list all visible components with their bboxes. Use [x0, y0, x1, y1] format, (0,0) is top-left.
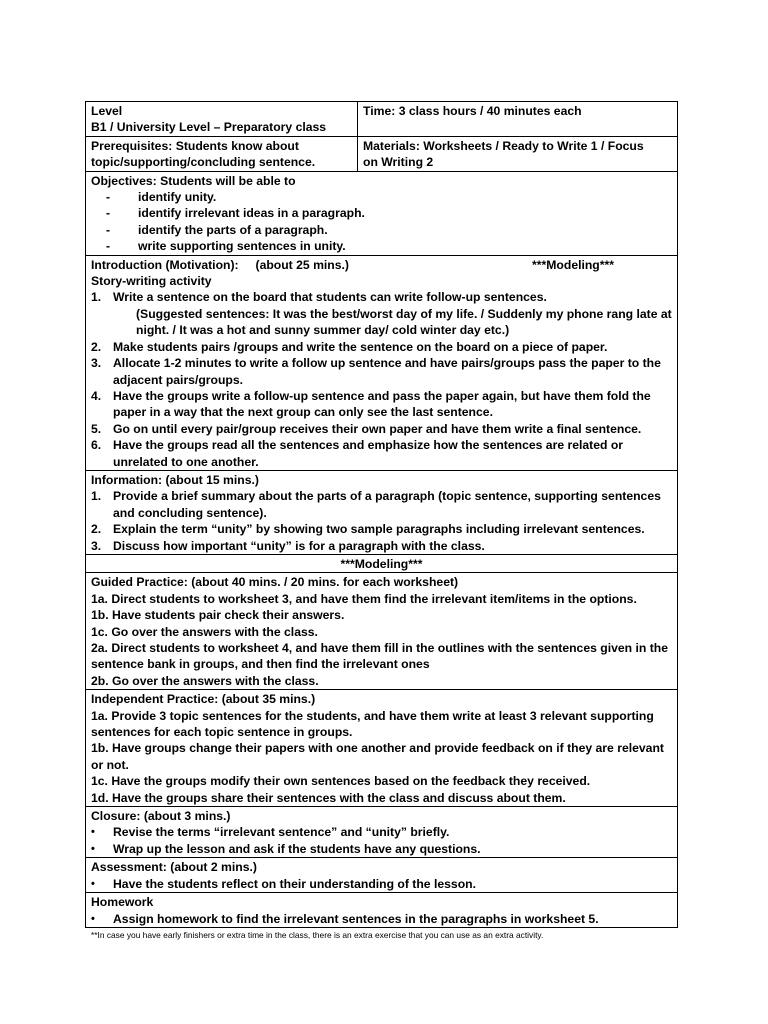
independent-practice-row — [86, 690, 678, 807]
closure-row — [86, 807, 678, 858]
closure-heading: Closure: (about 3 mins.) — [91, 809, 231, 824]
prereq-materials-row — [86, 136, 678, 171]
homework-heading: Homework — [91, 895, 154, 910]
level-label: Level — [91, 104, 123, 118]
closure-cell — [86, 807, 678, 858]
introduction-item: 6. Have the groups read all the sentences and emphasize how the sentences are related or unrelated to one another. — [91, 438, 624, 469]
closure-item: • Wrap up the lesson and ask if the students have any questions. — [91, 841, 481, 856]
information-cell — [86, 470, 678, 554]
guided-practice-item: 1a. Direct students to worksheet 3, and have them find the irrelevant item/items in the options. — [91, 591, 637, 606]
guided-practice-item: 2a. Direct students to worksheet 4, and have them fill in the outlines with the sentences given in the sentence bank in groups, and then find the irrelevant ones — [91, 641, 668, 672]
assessment-cell — [86, 858, 678, 893]
assessment-heading: Assessment: (about 2 mins.) — [91, 860, 257, 875]
objectives-list — [91, 189, 672, 255]
introduction-row — [86, 255, 678, 470]
footnote: **In case you have early finishers or extra time in the class, there is an extra exercise that you can use as an extra activity. — [91, 929, 544, 940]
objective-item: - write supporting sentences in unity. — [106, 239, 346, 254]
independent-practice-item: 1a. Provide 3 topic sentences for the students, and have them write at least 3 relevant supporting sentences for each topic sentence in groups. — [91, 708, 654, 740]
objective-item: - identify the parts of a paragraph. — [106, 222, 328, 237]
materials-value-b: on Writing 2 — [363, 155, 434, 170]
objectives-lead: Students will be able to — [160, 173, 296, 188]
independent-practice-cell — [86, 690, 678, 807]
level-time-row — [86, 102, 678, 137]
closure-item: • Revise the terms “irrelevant sentence” and “unity” briefly. — [91, 825, 450, 840]
guided-practice-row — [86, 573, 678, 690]
introduction-item: 3. Allocate 1-2 minutes to write a follow up sentence and have pairs/groups pass the paper to the adjacent pairs/groups. — [91, 356, 661, 387]
introduction-suggested-sentences: (Suggested sentences: It was the best/worst day of my life. / Suddenly my phone rang late at night. / It was a hot and sunny summer day/ cold winter day etc.) — [136, 306, 672, 338]
bullet-icon: • — [91, 912, 95, 925]
prerequisites-cell — [86, 136, 358, 171]
prerequisites-value-a: Students know about — [175, 138, 299, 153]
guided-practice-item: 1b. Have students pair check their answers. — [91, 608, 345, 623]
independent-practice-item: 1b. Have groups change their papers with one another and provide feedback on if they are relevant or not. — [91, 741, 664, 772]
lesson-plan-document — [85, 101, 677, 941]
introduction-item: 1. Write a sentence on the board that students can write follow-up sentences. — [91, 290, 547, 305]
homework-cell — [86, 893, 678, 928]
materials-label: Materials: — [363, 138, 420, 153]
modeling-label: ***Modeling*** — [86, 554, 678, 572]
time-cell — [358, 102, 678, 137]
assessment-row — [86, 858, 678, 893]
information-item: 2. Explain the term “unity” by showing two sample paragraphs including irrelevant sentences. — [91, 522, 645, 537]
introduction-modeling-label: ***Modeling*** — [532, 257, 614, 272]
introduction-item: 2. Make students pairs /groups and write the sentence on the board on a piece of paper. — [91, 339, 608, 354]
objectives-label: Objectives: — [91, 173, 157, 188]
level-value: B1 / University Level – Preparatory class — [91, 120, 327, 135]
homework-row — [86, 893, 678, 928]
introduction-duration: (about 25 mins.) — [255, 257, 349, 272]
guided-practice-item: 1c. Go over the answers with the class. — [91, 624, 318, 639]
objective-item: - identify irrelevant ideas in a paragraph. — [106, 206, 365, 221]
introduction-item: 4. Have the groups write a follow-up sentence and pass the paper again, but have them fold the paper in a way that the next group can only see the last sentence. — [91, 388, 651, 420]
materials-cell — [358, 136, 678, 171]
time-label: Time: — [363, 104, 396, 118]
time-value: 3 class hours / 40 minutes each — [398, 104, 582, 118]
modeling-row — [86, 554, 678, 572]
assessment-item: • Have the students reflect on their understanding of the lesson. — [91, 876, 476, 891]
independent-practice-item: 1c. Have the groups modify their own sentences based on the feedback they received. — [91, 774, 591, 789]
guided-practice-cell — [86, 573, 678, 690]
level-cell — [86, 102, 358, 137]
bullet-icon: • — [91, 826, 95, 839]
information-row — [86, 470, 678, 554]
objectives-cell — [86, 171, 678, 255]
homework-item: • Assign homework to find the irrelevant sentences in the paragraphs in worksheet 5. — [91, 911, 599, 926]
materials-value-a: Worksheets / Ready to Write 1 / Focus — [423, 138, 644, 153]
independent-practice-item: 1d. Have the groups share their sentences with the class and discuss about them. — [91, 790, 566, 805]
guided-practice-heading: Guided Practice: (about 40 mins. / 20 mins. for each worksheet) — [91, 575, 459, 590]
information-heading: Information: (about 15 mins.) — [91, 472, 259, 487]
lesson-plan-table — [85, 101, 678, 928]
introduction-subheading: Story-writing activity — [91, 274, 212, 289]
information-item: 1. Provide a brief summary about the parts of a paragraph (topic sentence, supporting sentences and concluding sentence). — [91, 489, 661, 520]
prerequisites-label: Prerequisites: — [91, 138, 173, 153]
introduction-item: 5. Go on until every pair/group receives their own paper and have them write a final sentence. — [91, 421, 642, 436]
information-item: 3. Discuss how important “unity” is for a paragraph with the class. — [91, 538, 485, 553]
guided-practice-item: 2b. Go over the answers with the class. — [91, 673, 319, 688]
bullet-icon: • — [91, 842, 95, 855]
prerequisites-value-b: topic/supporting/concluding sentence. — [91, 155, 316, 170]
introduction-heading-line — [91, 257, 672, 273]
introduction-heading: Introduction (Motivation): — [91, 257, 239, 272]
objectives-row — [86, 171, 678, 255]
independent-practice-heading: Independent Practice: (about 35 mins.) — [91, 692, 316, 707]
bullet-icon: • — [91, 877, 95, 890]
introduction-cell — [86, 255, 678, 470]
objective-item: - identify unity. — [106, 190, 217, 205]
